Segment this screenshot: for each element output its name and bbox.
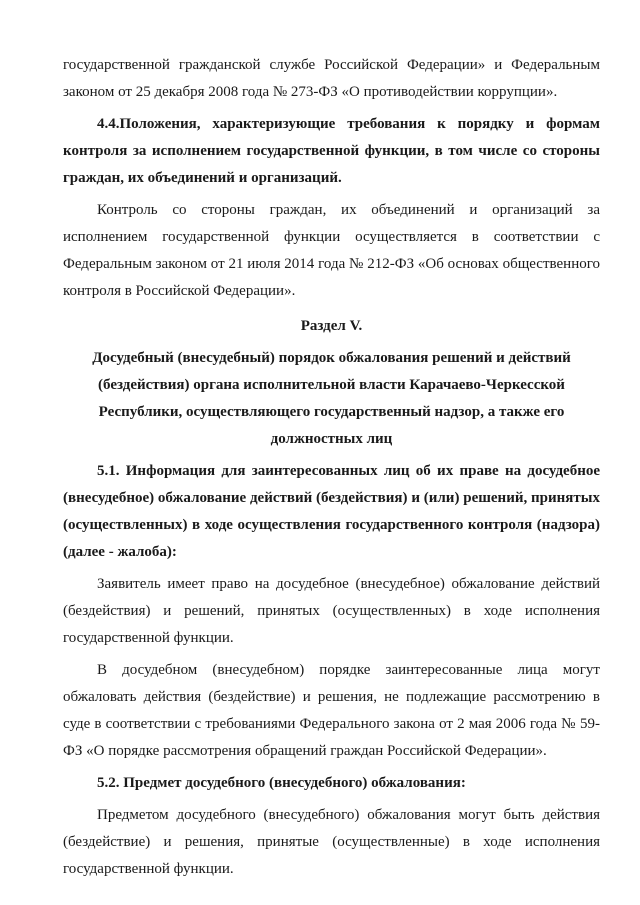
paragraph-applicant-right: Заявитель имеет право на досудебное (внесудебное) обжалование действий (бездействия) и решений, принятых (осуществленных) в ходе исполнения государственной функции. — [63, 576, 600, 646]
paragraph-pretrial-order: В досудебном (внесудебном) порядке заинтересованные лица могут обжаловать действия (бездействие) и решения, не подлежащие рассмотрению в суде в соответствии с требованиями Федерального закона от 2 мая 2006 года № 59-ФЗ «О порядке рассмотрения обращений граждан Российской Федерации». — [63, 662, 600, 759]
section-title: Досудебный (внесудебный) порядок обжалования решений и действий (бездействия) органа исполнительной власти Карачаево-Черкесской Республики, осуществляющего государственный надзор, а также его должностных лиц — [92, 350, 571, 447]
heading-5-2: 5.2. Предмет досудебного (внесудебного) обжалования: — [97, 775, 466, 791]
heading-4-4: 4.4.Положения, характеризующие требования к порядку и формам контроля за исполнением государственной функции, в том числе со стороны граждан, их объединений и организаций. — [63, 116, 600, 186]
paragraph-appeal-subject: Предметом досудебного (внесудебного) обжалования могут быть действия (бездействие) и решения, принятые (осуществленные) в ходе исполнения государственной функции. — [63, 807, 600, 877]
paragraph-continuation: государственной гражданской службе Российской Федерации» и Федеральным законом от 25 декабря 2008 года № 273-ФЗ «О противодействии коррупции». — [63, 57, 600, 100]
paragraph-public-control: Контроль со стороны граждан, их объединений и организаций за исполнением государственной функции осуществляется в соответствии с Федеральным законом от 21 июля 2014 года № 212-ФЗ «Об основах общественного контроля в Российской Федерации». — [63, 202, 600, 299]
heading-5-1: 5.1. Информация для заинтересованных лиц об их праве на досудебное (внесудебное) обжалование действий (бездействия) и (или) решений, принятых (осуществленных) в ходе осуществления государственного контроля (надзора) (далее - жалоба): — [63, 463, 600, 560]
section-label: Раздел V. — [300, 318, 363, 334]
